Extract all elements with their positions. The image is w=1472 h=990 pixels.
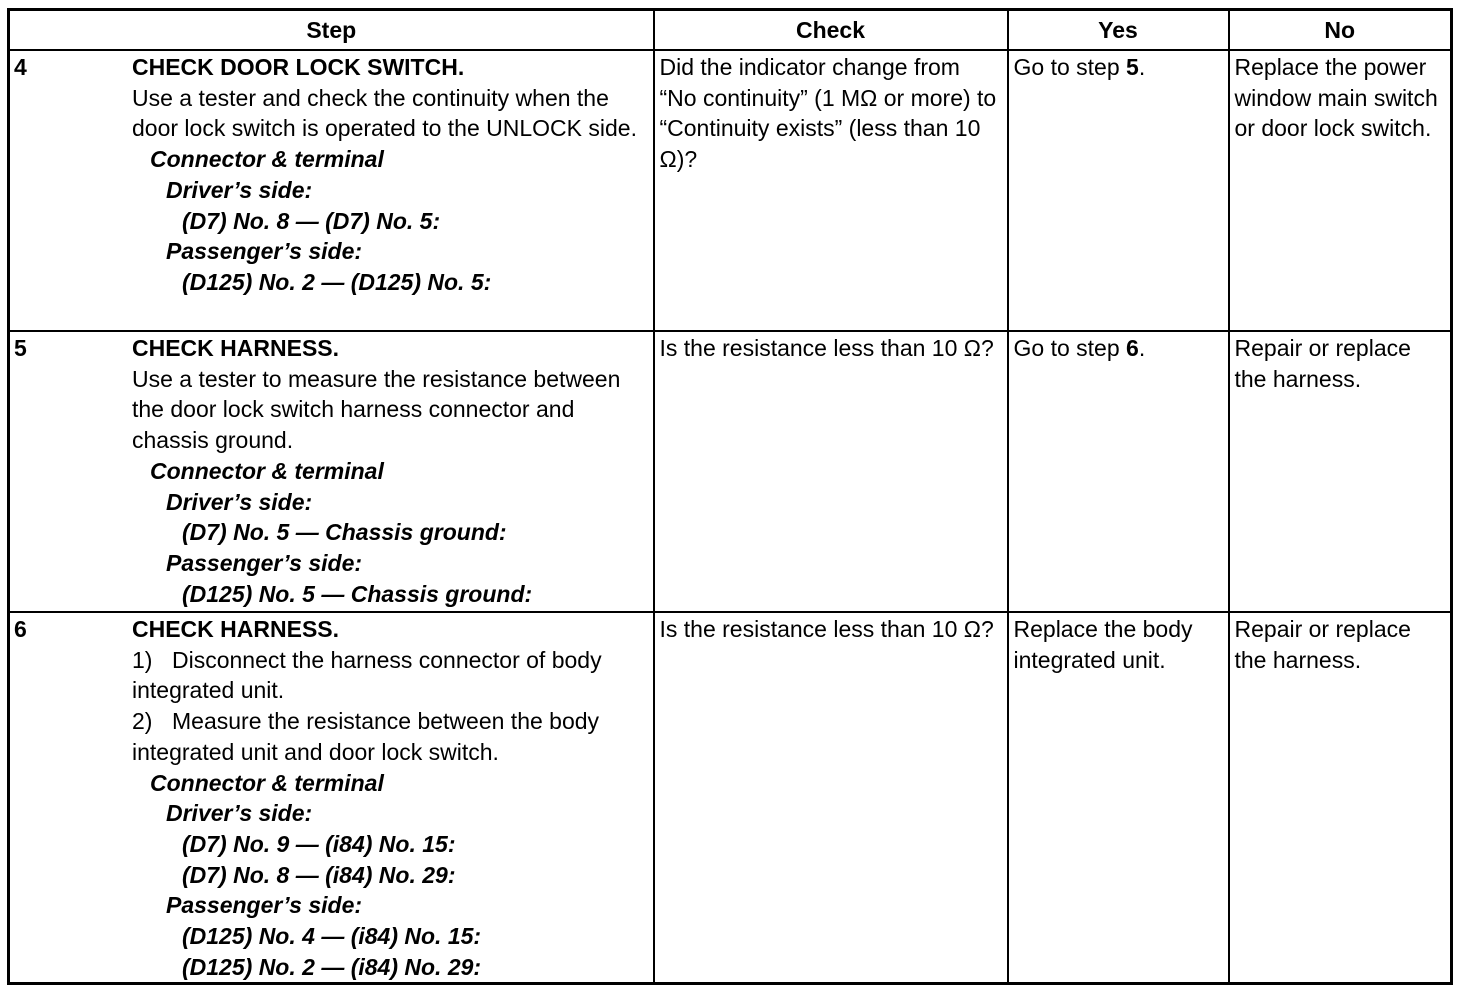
- no-cell: Replace the power window main switch or door lock switch.: [1229, 50, 1452, 331]
- yes-suffix: .: [1138, 54, 1146, 80]
- check-cell: Is the resistance less than 10 Ω?: [654, 612, 1008, 984]
- yes-step-ref: 5: [1126, 54, 1139, 80]
- step-cell: [9, 612, 654, 984]
- no-cell: Repair or replace the harness.: [1229, 612, 1452, 984]
- header-check: Check: [654, 10, 1008, 51]
- table-row: [9, 612, 1452, 984]
- passenger-side-label: Passenger’s side:: [166, 238, 363, 265]
- table-row: [9, 50, 1452, 331]
- driver-side-label: Driver’s side:: [166, 176, 313, 203]
- step-cell: [9, 331, 654, 612]
- no-cell: Repair or replace the harness.: [1229, 331, 1452, 612]
- driver-side-label: Driver’s side:: [166, 800, 313, 827]
- step-title: CHECK HARNESS.: [132, 335, 340, 361]
- yes-prefix: Go to step: [1013, 335, 1127, 361]
- driver-terminal: (D7) No. 8 — (i84) No. 29:: [182, 861, 456, 888]
- passenger-terminal: (D125) No. 2 — (i84) No. 29:: [182, 953, 482, 980]
- substep-text: Measure the resistance between the body: [172, 708, 600, 735]
- yes-cell: [1008, 50, 1229, 331]
- yes-prefix: Go to step: [1013, 54, 1127, 80]
- step-title: CHECK HARNESS.: [132, 616, 340, 642]
- passenger-side-label: Passenger’s side:: [166, 892, 363, 919]
- substep-1: [132, 645, 649, 676]
- substep-text: Disconnect the harness connector of body: [172, 646, 602, 673]
- step-description: Use a tester to measure the resistance between the door lock switch harness connector and chassis ground.: [132, 365, 621, 454]
- diagnostic-table: [7, 8, 1453, 985]
- header-row: [9, 10, 1452, 51]
- connector-label: Connector & terminal: [150, 457, 384, 484]
- step-number: 4: [14, 54, 27, 80]
- substep-1-continuation: integrated unit.: [132, 677, 285, 704]
- header-no: No: [1229, 10, 1452, 51]
- connector-label: Connector & terminal: [150, 146, 384, 173]
- passenger-side-label: Passenger’s side:: [166, 549, 363, 576]
- substep-number: 2): [132, 708, 153, 735]
- yes-step-ref: 6: [1126, 335, 1139, 361]
- check-cell: Is the resistance less than 10 Ω?: [654, 331, 1008, 612]
- step-number: 5: [14, 335, 27, 361]
- substep-number: 1): [132, 646, 153, 673]
- yes-cell: Replace the body integrated unit.: [1008, 612, 1229, 984]
- step-description: Use a tester and check the continuity when the door lock switch is operated to the UNLOCK side.: [132, 84, 637, 142]
- step-number: 6: [14, 616, 27, 642]
- passenger-terminal: (D125) No. 5 — Chassis ground:: [182, 580, 533, 607]
- header-step: Step: [9, 10, 654, 51]
- yes-cell: [1008, 331, 1229, 612]
- step-cell: [9, 50, 654, 331]
- substep-2: [132, 706, 649, 737]
- passenger-terminal: (D125) No. 2 — (D125) No. 5:: [182, 268, 492, 295]
- header-yes: Yes: [1008, 10, 1229, 51]
- driver-terminal: (D7) No. 5 — Chassis ground:: [182, 519, 507, 546]
- yes-suffix: .: [1138, 335, 1146, 361]
- check-cell: Did the indicator change from “No continuity” (1 MΩ or more) to “Continuity exists” (less than 10 Ω)?: [654, 50, 1008, 331]
- driver-terminal: (D7) No. 8 — (D7) No. 5:: [182, 207, 441, 234]
- connector-label: Connector & terminal: [150, 769, 384, 796]
- substep-2-continuation: integrated unit and door lock switch.: [132, 738, 499, 765]
- table-row: [9, 331, 1452, 612]
- driver-terminal: (D7) No. 9 — (i84) No. 15:: [182, 830, 456, 857]
- step-title: CHECK DOOR LOCK SWITCH.: [132, 54, 465, 80]
- passenger-terminal: (D125) No. 4 — (i84) No. 15:: [182, 923, 482, 950]
- driver-side-label: Driver’s side:: [166, 488, 313, 515]
